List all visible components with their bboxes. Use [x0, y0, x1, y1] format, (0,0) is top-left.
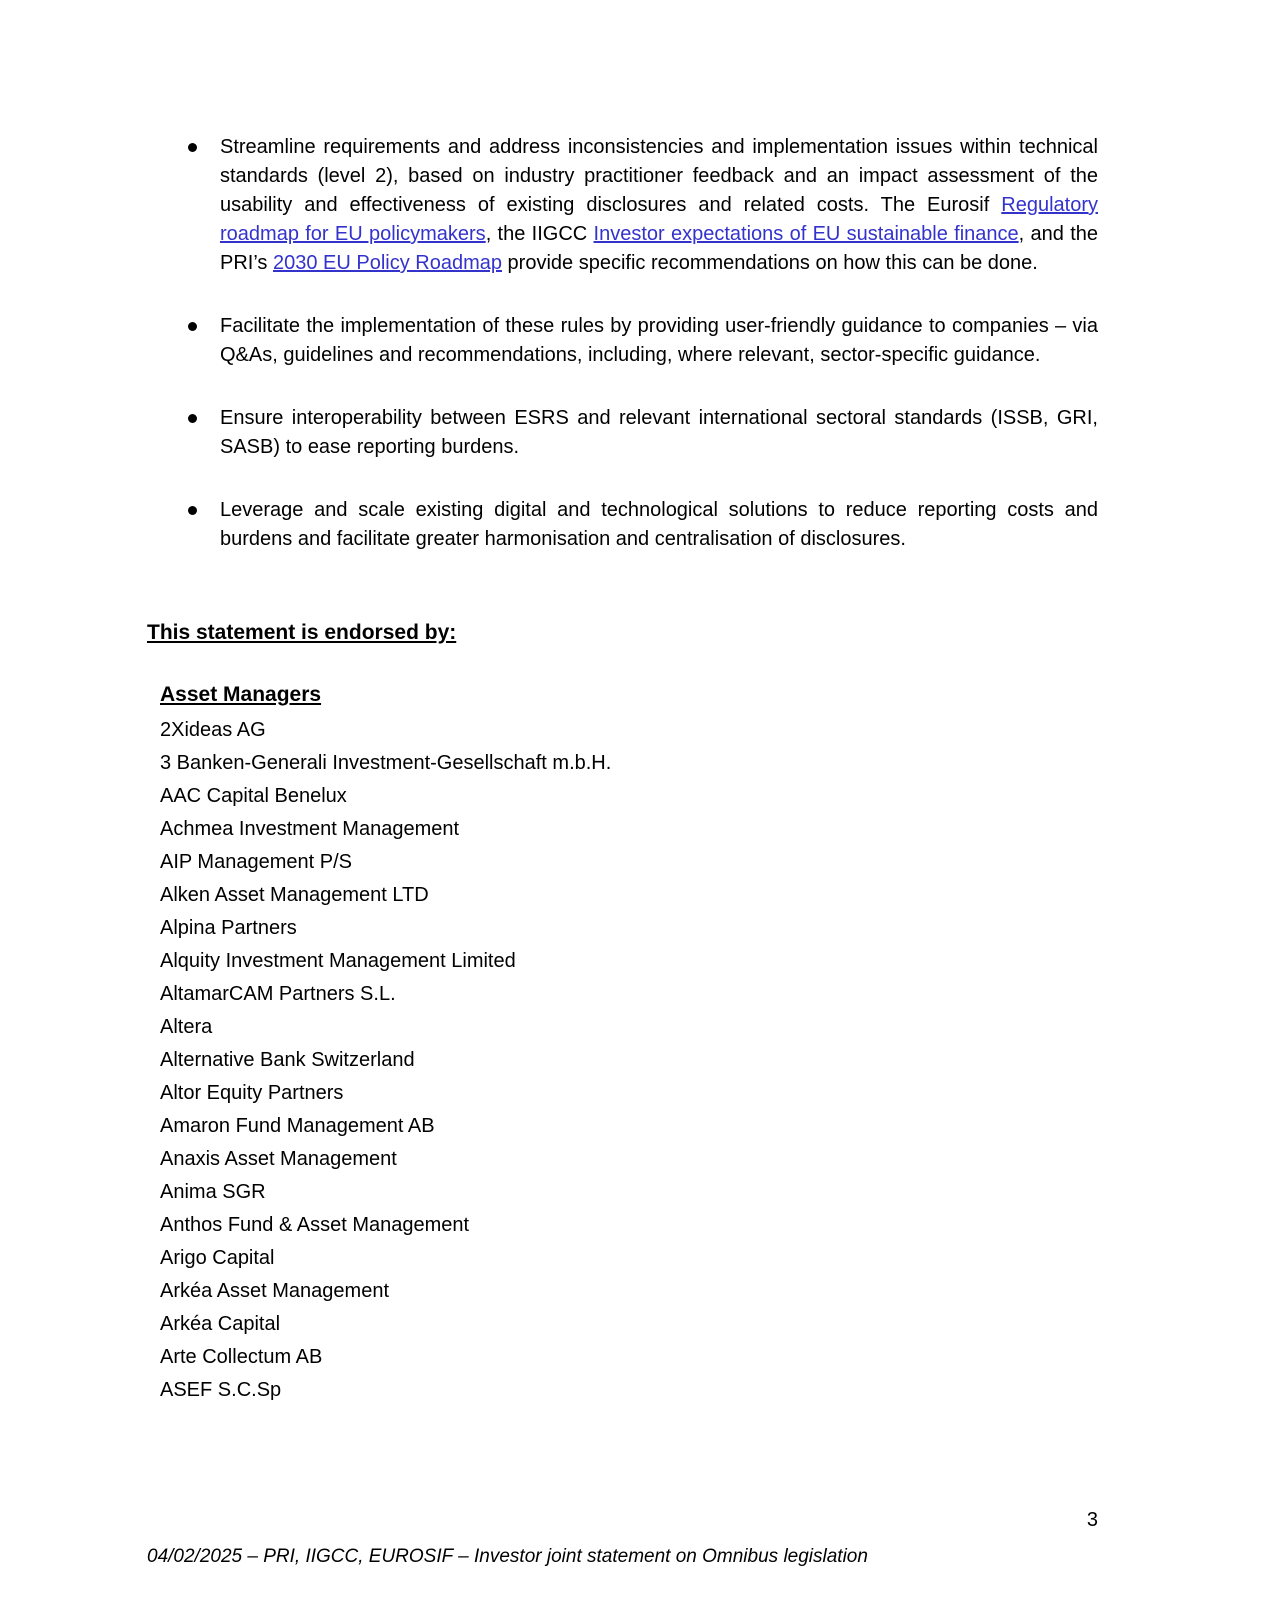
endorser-item: 2Xideas AG: [160, 719, 266, 741]
endorser-item: Anthos Fund & Asset Management: [160, 1214, 470, 1236]
endorser-item: Arigo Capital: [160, 1247, 275, 1269]
endorser-item: Alpina Partners: [160, 917, 297, 939]
endorsement-heading: This statement is endorsed by:: [147, 621, 457, 644]
document-content: [147, 133, 1098, 1407]
footer-text: 04/02/2025 – PRI, IIGCC, EUROSIF – Investor joint statement on Omnibus legislation: [147, 1546, 868, 1567]
endorser-item: AltamarCAM Partners S.L.: [160, 983, 396, 1005]
bullet-icon: [188, 322, 197, 331]
endorser-item: Altera: [160, 1016, 213, 1038]
endorser-item: Arkéa Capital: [160, 1313, 281, 1335]
endorser-item: Arte Collectum AB: [160, 1346, 323, 1368]
bullet-text: Ensure interoperability between ESRS and relevant international sectoral standards (ISSB, GRI, SASB) to ease reporting burdens.: [220, 407, 1098, 458]
bullet-list: [147, 133, 1098, 554]
bullet-item: [147, 496, 1098, 554]
endorser-item: Alquity Investment Management Limited: [160, 950, 516, 972]
link-pri-2030-eu-policy-roadmap[interactable]: 2030 EU Policy Roadmap: [272, 252, 502, 274]
group-title-asset-managers: Asset Managers: [160, 683, 322, 706]
endorser-item: ASEF S.C.Sp: [160, 1379, 282, 1401]
endorser-item: AIP Management P/S: [160, 851, 352, 873]
endorser-item: Anaxis Asset Management: [160, 1148, 397, 1170]
bullet-text: Streamline requirements and address inconsistencies and implementation issues within technical standards (level 2), based on industry practitioner feedback and an impact assessment of the usability and effectiveness of existing disclosures and related costs. The Eurosif Regulatory roadmap for EU policymakers, the IIGCC Investor expectations of EU sustainable finance, and the PRI’s 2030 EU Policy Roadmap provide specific recommendations on how this can be done.: [220, 136, 1099, 274]
endorser-item: Anima SGR: [160, 1181, 266, 1203]
bullet-icon: [188, 414, 197, 423]
endorser-list: [160, 714, 1098, 1407]
endorser-item: Amaron Fund Management AB: [160, 1115, 435, 1137]
endorser-item: Alternative Bank Switzerland: [160, 1049, 415, 1071]
bullet-item: [147, 404, 1098, 462]
page-number: 3: [1086, 1509, 1098, 1531]
bullet-icon: [188, 506, 197, 515]
bullet-text: Leverage and scale existing digital and technological solutions to reduce reporting costs and burdens and facilitate greater harmonisation and centralisation of disclosures.: [220, 499, 1098, 550]
endorser-item: Alken Asset Management LTD: [160, 884, 429, 906]
endorser-item: 3 Banken-Generali Investment-Gesellschaft m.b.H.: [160, 752, 612, 774]
bullet-item: [147, 133, 1098, 278]
link-eurosif-regulatory-roadmap[interactable]: Regulatory roadmap for EU policymakers: [220, 194, 1098, 245]
bullet-item: [147, 312, 1098, 370]
endorser-item: Altor Equity Partners: [160, 1082, 344, 1104]
bullet-text: Facilitate the implementation of these rules by providing user-friendly guidance to companies – via Q&As, guidelines and recommendations, including, where relevant, sector-specific guidance.: [220, 315, 1098, 366]
endorser-item: Achmea Investment Management: [160, 818, 460, 840]
endorser-group-asset-managers: [147, 680, 1098, 1407]
bullet-icon: [188, 143, 197, 152]
link-iigcc-investor-expectations[interactable]: Investor expectations of EU sustainable finance: [593, 223, 1019, 245]
endorser-item: Arkéa Asset Management: [160, 1280, 390, 1302]
endorser-item: AAC Capital Benelux: [160, 785, 347, 807]
